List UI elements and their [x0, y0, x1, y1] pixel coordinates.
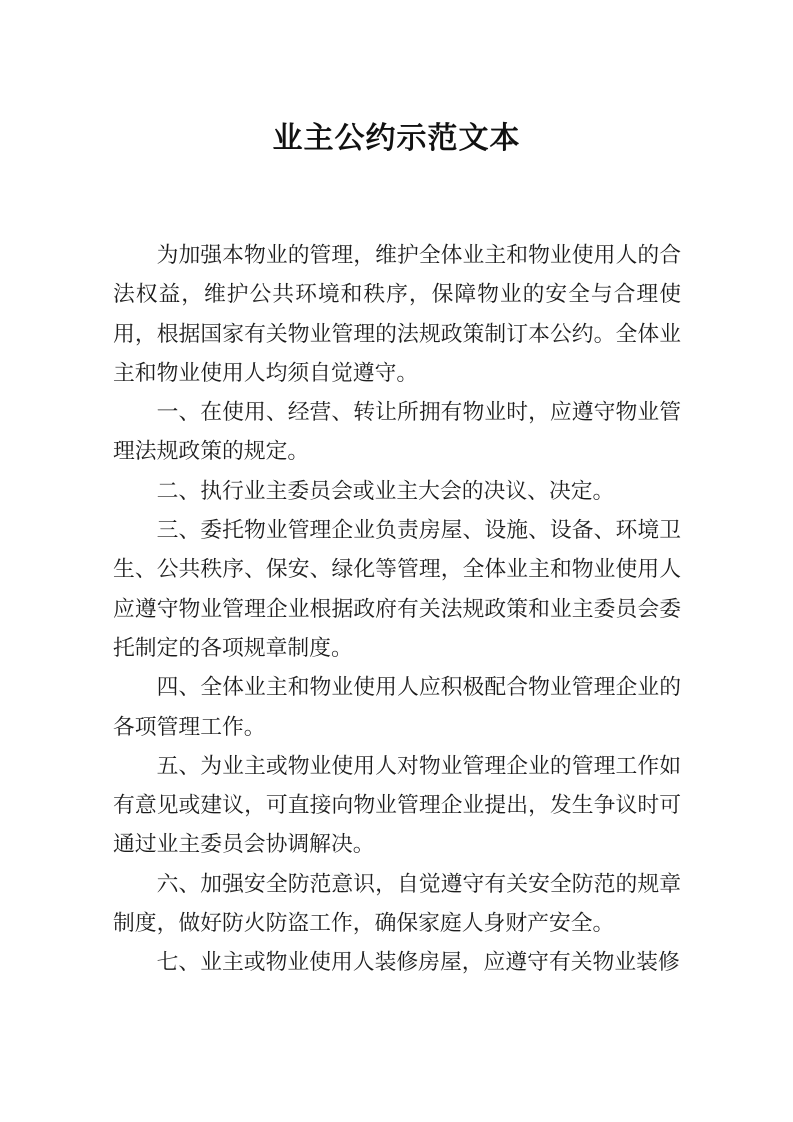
document-title: 业主公约示范文本	[272, 122, 521, 155]
paragraph-clause-6: 六、加强安全防范意识，自觉遵守有关安全防范的规章制度，做好防火防盗工作，确保家庭人身财产安全。	[113, 871, 681, 936]
paragraph-clause-1: 一、在使用、经营、转让所拥有物业时，应遵守物业管理法规政策的规定。	[113, 400, 681, 464]
paragraph-clause-4: 四、全体业主和物业使用人应积极配合物业管理企业的各项管理工作。	[113, 675, 681, 739]
paragraph-clause-5: 五、为业主或物业使用人对物业管理企业的管理工作如有意见或建议，可直接向物业管理企业提出，发生争议时可通过业主委员会协调解决。	[113, 753, 681, 857]
paragraph-clause-7-truncated: 七、业主或物业使用人装修房屋，应遵守有关物业装修	[156, 950, 680, 975]
document-body	[113, 236, 681, 983]
paragraph-clause-3: 三、委托物业管理企业负责房屋、设施、设备、环境卫生、公共秩序、保安、绿化等管理，全体业主和物业使用人应遵守物业管理企业根据政府有关法规政策和业主委员会委托制定的各项规章制度。	[113, 518, 681, 660]
paragraph-preamble: 为加强本物业的管理，维护全体业主和物业使用人的合法权益，维护公共环境和秩序，保障物业的安全与合理使用，根据国家有关物业管理的法规政策制订本公约。全体业主和物业使用人均须自觉遵守。	[113, 243, 681, 385]
paragraph-clause-2: 二、执行业主委员会或业主大会的决议、决定。	[156, 478, 615, 503]
